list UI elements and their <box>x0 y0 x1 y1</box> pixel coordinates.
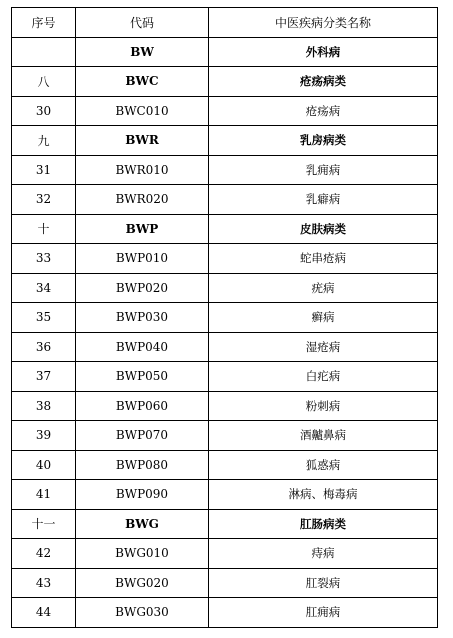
code-cell: BWP030 <box>76 303 209 333</box>
code-cell: BWP050 <box>76 362 209 392</box>
table-row <box>12 450 438 480</box>
name-cell: 湿疮病 <box>209 332 438 362</box>
code-cell: BWP010 <box>76 244 209 274</box>
seq-cell: 32 <box>12 185 76 215</box>
seq-cell: 35 <box>12 303 76 333</box>
header-name: 中医疾病分类名称 <box>209 8 438 38</box>
table-row <box>12 155 438 185</box>
name-cell: 肛裂病 <box>209 568 438 598</box>
seq-cell: 31 <box>12 155 76 185</box>
table-row <box>12 303 438 333</box>
category-row <box>12 126 438 156</box>
seq-cell: 40 <box>12 450 76 480</box>
code-cell: BWG030 <box>76 598 209 628</box>
seq-cell: 43 <box>12 568 76 598</box>
name-cell: 酒齇鼻病 <box>209 421 438 451</box>
name-cell: 乳痈病 <box>209 155 438 185</box>
code-cell: BW <box>76 37 209 67</box>
code-cell: BWG010 <box>76 539 209 569</box>
code-cell: BWG <box>76 509 209 539</box>
name-cell: 疮疡病 <box>209 96 438 126</box>
seq-cell: 42 <box>12 539 76 569</box>
disease-classification-table <box>11 7 438 628</box>
seq-cell: 八 <box>12 67 76 97</box>
table-row <box>12 421 438 451</box>
table-row <box>12 568 438 598</box>
code-cell: BWR020 <box>76 185 209 215</box>
seq-cell: 十一 <box>12 509 76 539</box>
seq-cell: 30 <box>12 96 76 126</box>
seq-cell: 十 <box>12 214 76 244</box>
name-cell: 疮疡病类 <box>209 67 438 97</box>
seq-cell <box>12 37 76 67</box>
table-row <box>12 362 438 392</box>
name-cell: 痔病 <box>209 539 438 569</box>
table-body <box>12 37 438 627</box>
seq-cell: 36 <box>12 332 76 362</box>
name-cell: 皮肤病类 <box>209 214 438 244</box>
table-row <box>12 185 438 215</box>
name-cell: 粉刺病 <box>209 391 438 421</box>
seq-cell: 44 <box>12 598 76 628</box>
name-cell: 疣病 <box>209 273 438 303</box>
name-cell: 肛肠病类 <box>209 509 438 539</box>
seq-cell: 九 <box>12 126 76 156</box>
code-cell: BWR <box>76 126 209 156</box>
table-row <box>12 96 438 126</box>
table-row <box>12 598 438 628</box>
seq-cell: 39 <box>12 421 76 451</box>
code-cell: BWR010 <box>76 155 209 185</box>
category-row <box>12 37 438 67</box>
header-seq: 序号 <box>12 8 76 38</box>
code-cell: BWP040 <box>76 332 209 362</box>
code-cell: BWP090 <box>76 480 209 510</box>
name-cell: 肛痈病 <box>209 598 438 628</box>
name-cell: 淋病、梅毒病 <box>209 480 438 510</box>
code-cell: BWP070 <box>76 421 209 451</box>
seq-cell: 38 <box>12 391 76 421</box>
header-code: 代码 <box>76 8 209 38</box>
table-row <box>12 273 438 303</box>
name-cell: 乳癖病 <box>209 185 438 215</box>
code-cell: BWC <box>76 67 209 97</box>
category-row <box>12 67 438 97</box>
code-cell: BWG020 <box>76 568 209 598</box>
table-row <box>12 539 438 569</box>
name-cell: 白疕病 <box>209 362 438 392</box>
code-cell: BWP020 <box>76 273 209 303</box>
table-row <box>12 480 438 510</box>
name-cell: 乳房病类 <box>209 126 438 156</box>
header-row <box>12 8 438 38</box>
table-row <box>12 391 438 421</box>
name-cell: 狐惑病 <box>209 450 438 480</box>
seq-cell: 33 <box>12 244 76 274</box>
code-cell: BWP <box>76 214 209 244</box>
seq-cell: 41 <box>12 480 76 510</box>
name-cell: 蛇串疮病 <box>209 244 438 274</box>
seq-cell: 37 <box>12 362 76 392</box>
code-cell: BWP060 <box>76 391 209 421</box>
name-cell: 外科病 <box>209 37 438 67</box>
category-row <box>12 214 438 244</box>
table-row <box>12 244 438 274</box>
seq-cell: 34 <box>12 273 76 303</box>
table-row <box>12 332 438 362</box>
name-cell: 癣病 <box>209 303 438 333</box>
code-cell: BWP080 <box>76 450 209 480</box>
category-row <box>12 509 438 539</box>
code-cell: BWC010 <box>76 96 209 126</box>
